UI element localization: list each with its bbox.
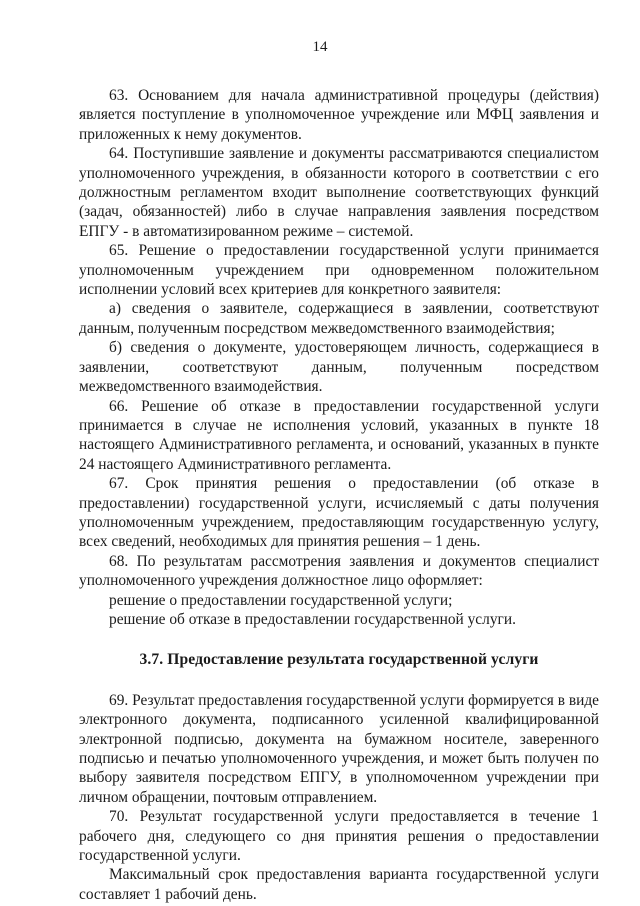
paragraph-63: 63. Основанием для начала административной процедуры (действия) является поступление в уполномоченное учреждение или МФЦ заявления и приложенных к нему документов.: [79, 87, 599, 143]
paragraph-70: 70. Результат государственной услуги предоставляется в течение 1 рабочего дня, следующего со дня принятия решения о предоставлении государственной услуги.: [79, 808, 599, 865]
paragraph-66: 66. Решение об отказе в предоставлении государственной услуги принимается в случае не исполнения условий, указанных в пункте 18 настоящего Административного регламента, и оснований, указанных в пункте 24 настоящего Административного регламента.: [79, 397, 599, 473]
paragraph-max-term: Максимальный срок предоставления варианта государственной услуги составляет 1 рабочий день.: [79, 866, 599, 903]
paragraph-65-b: б) сведения о документе, удостоверяющем личность, содержащиеся в заявлении, соответствуют данным, полученным посредством межведомственного взаимодействия.: [79, 339, 599, 396]
paragraph-65-a: а) сведения о заявителе, содержащиеся в заявлении, соответствуют данным, полученным посредством межведомственного взаимодействия;: [79, 300, 599, 337]
paragraph-69: 69. Результат предоставления государственной услуги формируется в виде электронного документа, подписанного усиленной квалифицированной электронной подписью, документа на бумажном носителе, заверенного подписью и печатью уполномоченного учреждения, и может быть получен по выбору заявителя посредством ЕПГУ, в уполномоченном учреждении при личном обращении, почтовым отправлением.: [79, 691, 599, 806]
paragraph-65: 65. Решение о предоставлении государственной услуги принимается уполномоченным учреждением при одновременном положительном исполнении условий всех критериев для конкретного заявителя:: [79, 242, 599, 299]
paragraph-68-item-1: решение о предоставлении государственной услуги;: [109, 591, 453, 609]
paragraph-64: 64. Поступившие заявление и документы рассматриваются специалистом уполномоченного учреждения, в обязанности которого в соответствии с его должностным регламентом входит выполнение соответствующих функций (задач, обязанностей) либо в случае направления заявления посредством ЕПГУ - в автоматизированном режиме – системой.: [79, 145, 599, 240]
page-number: 14: [312, 39, 328, 55]
document-body: [79, 86, 599, 904]
paragraph-68: 68. По результатам рассмотрения заявления и документов специалист уполномоченного учреждения должностное лицо оформляет:: [79, 552, 599, 590]
section-heading: 3.7. Предоставление результата государственной услуги: [139, 651, 539, 669]
paragraph-67: 67. Срок принятия решения о предоставлении (об отказе в предоставлении) государственной услуги, исчисляемый с даты получения уполномоченным учреждением, предоставляющим государственную услугу, всех сведений, необходимых для принятия решения – 1 день.: [79, 475, 599, 551]
paragraph-68-item-2: решение об отказе в предоставлении государственной услуги.: [109, 610, 516, 628]
